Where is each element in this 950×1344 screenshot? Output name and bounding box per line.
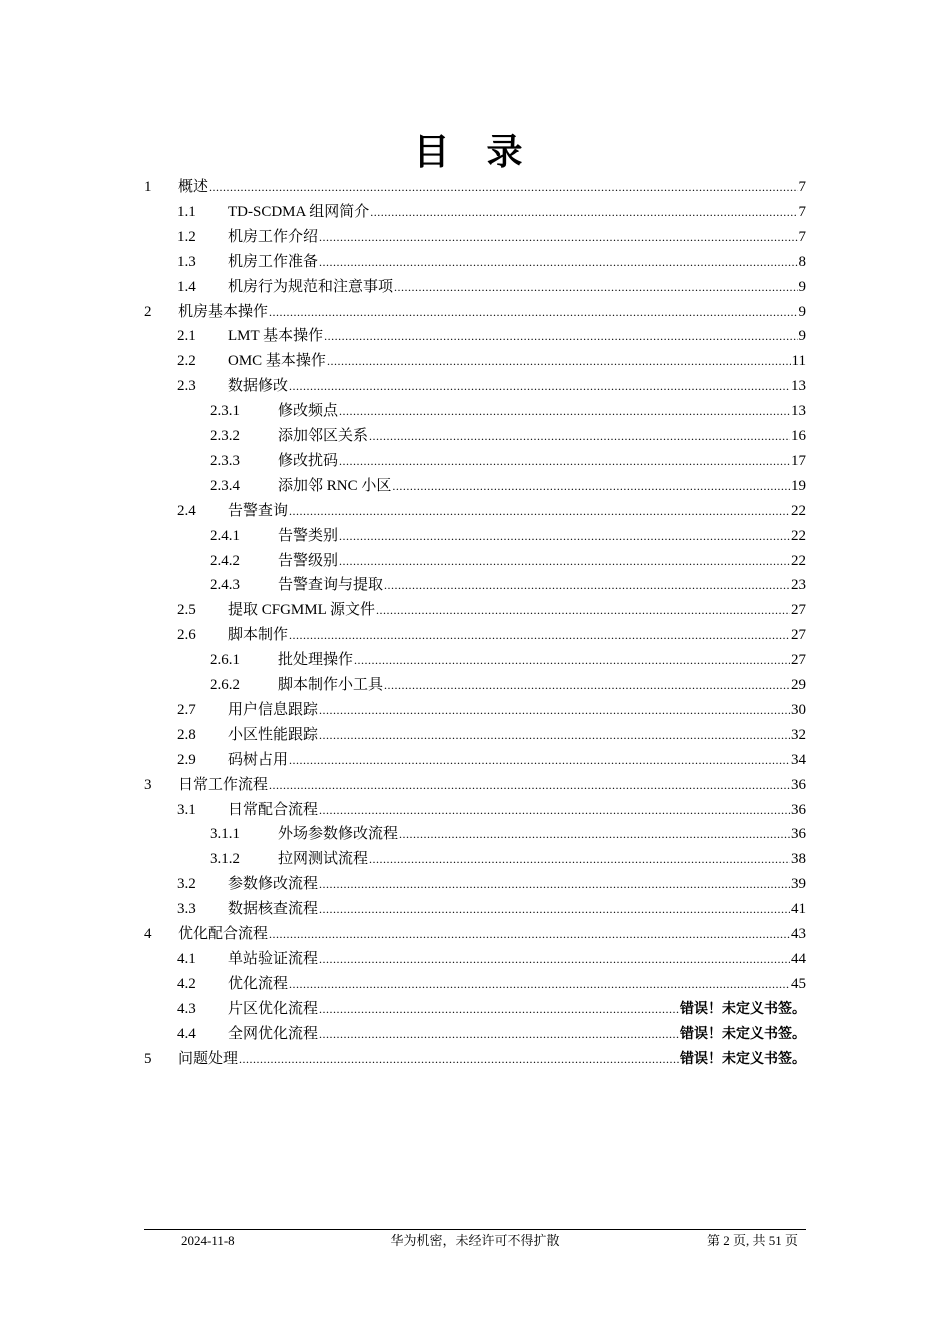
- toc-entry-title: 用户信息跟踪: [228, 701, 319, 718]
- toc-dot-leader: [370, 200, 797, 225]
- toc-entry-title: 参数修改流程: [228, 876, 319, 893]
- toc-entry-page: 43: [791, 926, 806, 942]
- toc-entry-title: 概述: [178, 179, 209, 195]
- toc-entry-page: 44: [791, 950, 806, 967]
- toc-entry[interactable]: [177, 499, 806, 524]
- toc-entry-number: 3.1.1: [210, 826, 240, 843]
- toc-entry[interactable]: [177, 623, 806, 648]
- toc-entry-number: 3.1.2: [210, 851, 240, 868]
- toc-entry[interactable]: [210, 673, 806, 698]
- toc-entry[interactable]: [210, 449, 806, 474]
- toc-entry-number: 2.3.4: [210, 477, 240, 494]
- toc-entry-page: 36: [791, 801, 806, 818]
- toc-entry-title: 日常工作流程: [178, 776, 269, 793]
- toc-entry-number: 1.4: [177, 278, 196, 295]
- toc-entry-page: 39: [791, 876, 806, 893]
- toc-dot-leader: [269, 773, 790, 798]
- toc-entry-title: 脚本制作: [228, 627, 289, 644]
- toc-dot-leader: [319, 250, 797, 275]
- toc-entry-title: 告警查询与提取: [278, 577, 384, 594]
- toc-entry-number: 2.4: [177, 502, 196, 519]
- toc-entry[interactable]: [144, 773, 806, 798]
- toc-entry[interactable]: [210, 474, 806, 499]
- toc-entry-page: 9: [798, 303, 806, 320]
- toc-entry-number: 2.3.3: [210, 452, 240, 469]
- toc-entry-page: 27: [791, 652, 806, 669]
- toc-entry[interactable]: [177, 798, 806, 823]
- toc-entry[interactable]: [210, 399, 806, 424]
- toc-entry-title: 全网优化流程: [228, 1025, 319, 1042]
- toc-entry-number: 1.2: [177, 228, 196, 245]
- toc-entry[interactable]: [177, 275, 806, 300]
- toc-entry-title: 外场参数修改流程: [278, 826, 399, 843]
- toc-entry-number: 1: [144, 179, 152, 195]
- toc-entry-number: 2.4.2: [210, 552, 240, 569]
- toc-entry-title: 码树占用: [228, 751, 289, 768]
- toc-dot-leader: [392, 474, 790, 499]
- toc-entry-bookmark-error: 错误！未定义书签。: [680, 1025, 806, 1042]
- toc-entry-title: 修改扰码: [278, 452, 339, 469]
- toc-entry-number: 2.4.3: [210, 577, 240, 594]
- toc-entry-number: 1.1: [177, 203, 196, 220]
- toc-entry[interactable]: [177, 897, 806, 922]
- toc-dot-leader: [319, 947, 790, 972]
- toc-dot-leader: [384, 573, 790, 598]
- toc-entry[interactable]: [210, 847, 806, 872]
- toc-entry[interactable]: [177, 748, 806, 773]
- toc-entry[interactable]: [177, 250, 806, 275]
- toc-entry-number: 2.2: [177, 353, 196, 370]
- toc-entry-page: 22: [791, 552, 806, 569]
- toc-entry[interactable]: [177, 947, 806, 972]
- toc-dot-leader: [289, 623, 790, 648]
- toc-entry-number: 3.3: [177, 901, 196, 918]
- toc-entry-number: 3.1: [177, 801, 196, 818]
- toc-entry[interactable]: [177, 997, 806, 1022]
- toc-entry-page: 45: [791, 975, 806, 992]
- toc-entry-page: 19: [791, 477, 806, 494]
- toc-entry-page: 8: [798, 253, 806, 270]
- toc-entry-title: 告警类别: [278, 527, 339, 544]
- toc-entry[interactable]: [210, 549, 806, 574]
- toc-entry-title: 小区性能跟踪: [228, 726, 319, 743]
- toc-entry-number: 3: [144, 776, 152, 793]
- toc-dot-leader: [319, 872, 790, 897]
- toc-entry-page: 7: [798, 179, 806, 195]
- toc-entry-page: 17: [791, 452, 806, 469]
- toc-entry-title: 片区优化流程: [228, 1000, 319, 1017]
- toc-entry-page: 34: [791, 751, 806, 768]
- toc-entry-page: 41: [791, 901, 806, 918]
- toc-dot-leader: [324, 324, 797, 349]
- toc-dot-leader: [319, 997, 679, 1022]
- toc-entry[interactable]: [177, 349, 806, 374]
- toc-entry[interactable]: [177, 324, 806, 349]
- toc-entry[interactable]: [210, 573, 806, 598]
- footer-date: 2024-11-8: [181, 1233, 235, 1248]
- toc-dot-leader: [327, 349, 791, 374]
- toc-entry-number: 2.3.1: [210, 403, 240, 420]
- toc-entry-page: 13: [791, 403, 806, 420]
- toc-entry-number: 2.7: [177, 701, 196, 718]
- toc-dot-leader: [319, 897, 790, 922]
- toc-entry-number: 3.2: [177, 876, 196, 893]
- toc-entry-page: 7: [798, 228, 806, 245]
- toc-dot-leader: [319, 798, 790, 823]
- toc-entry-page: 38: [791, 851, 806, 868]
- toc-entry-page: 9: [798, 278, 806, 295]
- toc-entry-page: 36: [791, 826, 806, 843]
- toc-entry-title: LMT 基本操作: [228, 328, 324, 345]
- toc-dot-leader: [289, 748, 790, 773]
- toc-dot-leader: [319, 225, 797, 250]
- toc-entry-number: 2.6.2: [210, 677, 240, 693]
- toc-entry-page: 13: [791, 378, 806, 395]
- toc-entry[interactable]: [144, 300, 806, 325]
- toc-entry-number: 5: [144, 1050, 152, 1067]
- toc-entry-title: 机房行为规范和注意事项: [228, 278, 394, 295]
- toc-dot-leader: [369, 424, 790, 449]
- toc-entry-page: 7: [798, 203, 806, 220]
- toc-dot-leader: [209, 175, 797, 200]
- toc-entry-number: 2.8: [177, 726, 196, 743]
- toc-entry-title: 添加邻 RNC 小区: [278, 477, 392, 494]
- toc-entry-number: 4.4: [177, 1025, 196, 1042]
- footer-divider: [144, 1229, 806, 1230]
- toc-entry[interactable]: [210, 524, 806, 549]
- toc-dot-leader: [384, 673, 790, 698]
- toc-entry-title: OMC 基本操作: [228, 353, 326, 370]
- toc-entry-title: 机房工作准备: [228, 253, 319, 270]
- toc-dot-leader: [339, 399, 790, 424]
- toc-entry-title: 机房基本操作: [178, 303, 269, 320]
- toc-entry-title: 拉网测试流程: [278, 851, 369, 868]
- toc-entry-title: 告警级别: [278, 552, 339, 569]
- toc-entry-page: 16: [791, 428, 806, 444]
- toc-dot-leader: [269, 300, 797, 325]
- toc-dot-leader: [339, 524, 790, 549]
- toc-entry[interactable]: [210, 648, 806, 673]
- toc-entry[interactable]: [177, 872, 806, 897]
- toc-dot-leader: [319, 1022, 679, 1047]
- toc-entry-number: 2.6.1: [210, 652, 240, 669]
- toc-entry-title: 日常配合流程: [228, 801, 319, 818]
- footer-page-number: 第 2 页, 共 51 页: [706, 1233, 798, 1248]
- toc-entry-title: 数据修改: [228, 378, 289, 395]
- toc-entry-title: 脚本制作小工具: [278, 677, 384, 693]
- toc-dot-leader: [319, 698, 790, 723]
- toc-entry-number: 2.6: [177, 627, 196, 644]
- toc-entry-title: 数据核查流程: [228, 901, 319, 918]
- toc-entry[interactable]: [177, 972, 806, 997]
- toc-dot-leader: [339, 449, 790, 474]
- toc-entry[interactable]: [177, 698, 806, 723]
- toc-entry[interactable]: [144, 922, 806, 947]
- toc-entry-number: 1.3: [177, 253, 196, 270]
- toc-dot-leader: [354, 648, 790, 673]
- toc-entry-page: 23: [791, 577, 806, 594]
- toc-entry-number: 2.9: [177, 751, 196, 768]
- toc-entry[interactable]: [177, 374, 806, 399]
- toc-entry-title: 告警查询: [228, 502, 289, 519]
- toc-entry-number: 2.3: [177, 378, 196, 395]
- toc-heading: 目 录: [413, 132, 537, 172]
- toc-entry-page: 11: [791, 353, 806, 370]
- toc-entry[interactable]: [177, 225, 806, 250]
- toc-dot-leader: [319, 723, 790, 748]
- toc-entry-bookmark-error: 错误！未定义书签。: [680, 1050, 806, 1067]
- toc-dot-leader: [394, 275, 797, 300]
- toc-entry-title: 优化流程: [228, 975, 289, 992]
- toc-dot-leader: [399, 822, 790, 847]
- toc-entry-page: 29: [791, 677, 806, 693]
- toc-entry-number: 2.5: [177, 602, 196, 619]
- toc-entry-title: 批处理操作: [278, 652, 354, 669]
- toc-entry-page: 36: [791, 776, 806, 793]
- toc-entry-title: 提取 CFGMML 源文件: [228, 602, 375, 619]
- toc-dot-leader: [339, 549, 790, 574]
- toc-entry-title: TD-SCDMA 组网简介: [228, 203, 370, 220]
- toc-entry[interactable]: [177, 723, 806, 748]
- toc-entry-page: 22: [791, 502, 806, 519]
- toc-entry-number: 2: [144, 303, 152, 320]
- toc-entry[interactable]: [210, 822, 806, 847]
- toc-entry-number: 4.1: [177, 950, 196, 967]
- toc-entry-page: 9: [798, 328, 806, 345]
- toc-entry-number: 2.3.2: [210, 428, 240, 444]
- toc-dot-leader: [289, 374, 790, 399]
- toc-entry-title: 添加邻区关系: [278, 428, 369, 444]
- toc-entry-page: 27: [791, 627, 806, 644]
- toc-entry-bookmark-error: 错误！未定义书签。: [680, 1000, 806, 1017]
- toc-entry-title: 优化配合流程: [178, 926, 269, 942]
- toc-entry[interactable]: [210, 424, 806, 449]
- toc-dot-leader: [239, 1047, 679, 1072]
- toc-entry-title: 问题处理: [178, 1050, 239, 1067]
- toc-dot-leader: [289, 972, 790, 997]
- toc-entry[interactable]: [177, 1022, 806, 1047]
- toc-entry-title: 单站验证流程: [228, 950, 319, 967]
- toc-entry-number: 4.3: [177, 1000, 196, 1017]
- toc-dot-leader: [289, 499, 790, 524]
- toc-entry[interactable]: [144, 175, 806, 200]
- toc-entry[interactable]: [144, 1047, 806, 1072]
- toc-dot-leader: [376, 598, 790, 623]
- toc-entry-number: 2.4.1: [210, 527, 240, 544]
- toc-dot-leader: [369, 847, 790, 872]
- toc-dot-leader: [269, 922, 790, 947]
- toc-entry[interactable]: [177, 200, 806, 225]
- toc-entry-page: 27: [791, 602, 806, 619]
- toc-entry[interactable]: [177, 598, 806, 623]
- toc-entry-title: 修改频点: [278, 403, 339, 420]
- toc-entry-number: 2.1: [177, 328, 196, 345]
- toc-entry-number: 4: [144, 926, 152, 942]
- footer-confidential-notice: 华为机密，未经许可不得扩散: [390, 1233, 560, 1248]
- toc-entry-title: 机房工作介绍: [228, 228, 319, 245]
- toc-entry-page: 30: [791, 701, 806, 718]
- toc-entry-page: 22: [791, 527, 806, 544]
- toc-entry-page: 32: [791, 726, 806, 743]
- toc-entry-number: 4.2: [177, 975, 196, 992]
